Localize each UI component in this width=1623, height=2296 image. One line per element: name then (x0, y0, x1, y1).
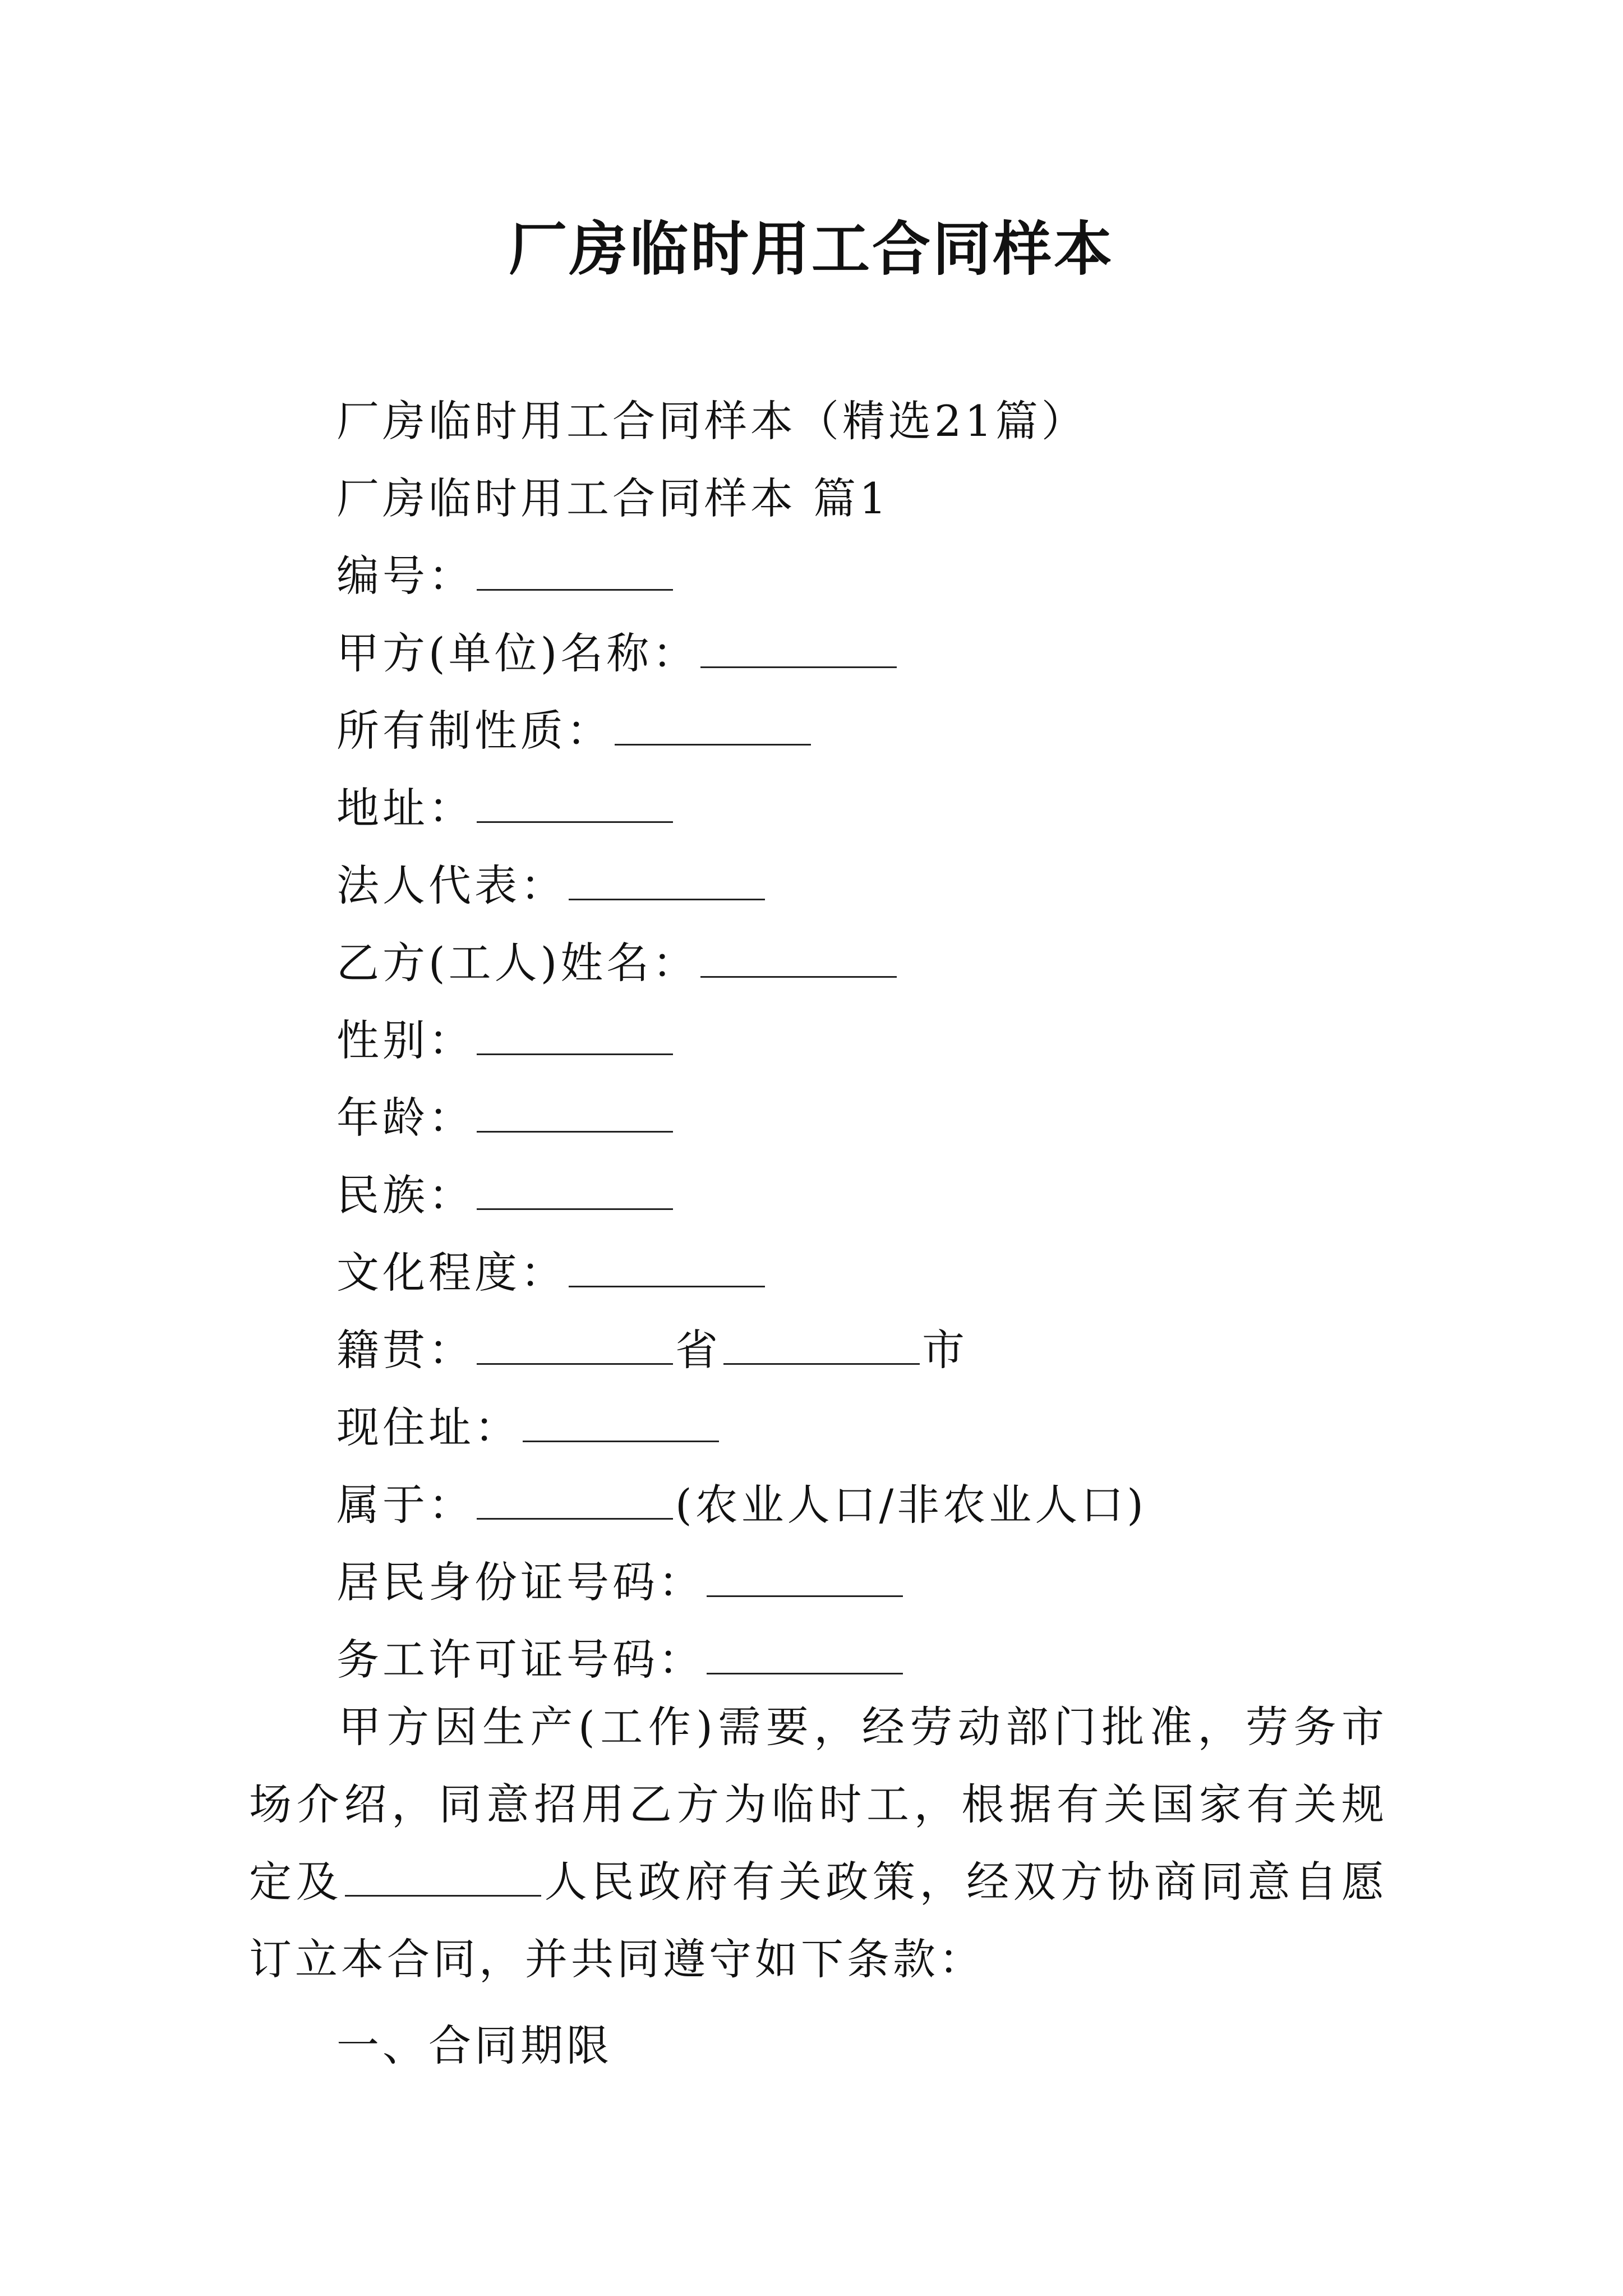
field-belongs-label: 属于： (336, 1480, 474, 1530)
field-party-a-name (336, 619, 899, 680)
field-legal-rep (336, 852, 767, 913)
field-native-place-label: 籍贯： (336, 1325, 474, 1375)
field-party-a-name-blank[interactable] (700, 633, 897, 668)
clause-1-heading: 一、合同期限 (336, 2021, 612, 2070)
document-title: 厂房临时用工合同样本 (508, 215, 1114, 283)
field-current-address-label: 现住址： (336, 1402, 520, 1452)
field-native-city-blank[interactable] (723, 1329, 920, 1365)
field-legal-rep-blank[interactable] (569, 865, 765, 900)
body-government-blank[interactable] (345, 1861, 541, 1897)
field-work-permit-blank[interactable] (707, 1639, 903, 1674)
field-native-province-blank[interactable] (477, 1329, 673, 1365)
field-address (336, 774, 675, 835)
field-party-b-name (336, 929, 899, 990)
field-belongs (336, 1471, 1147, 1532)
field-gender (336, 1006, 675, 1068)
field-party-b-name-label: 乙方(工人)姓名： (336, 938, 699, 988)
field-legal-rep-label: 法人代表： (336, 861, 566, 910)
field-education-label: 文化程度： (336, 1248, 566, 1297)
field-native-province-label: 省 (675, 1325, 721, 1375)
field-native-place (336, 1316, 968, 1377)
field-gender-blank[interactable] (477, 1020, 673, 1055)
field-current-address-blank[interactable] (523, 1407, 719, 1442)
field-ethnicity-label: 民族： (336, 1170, 474, 1220)
field-ownership-label: 所有制性质： (336, 706, 612, 756)
field-address-blank[interactable] (477, 788, 673, 823)
field-gender-label: 性别： (336, 1015, 474, 1065)
field-age-blank[interactable] (477, 1097, 673, 1133)
field-age (336, 1084, 675, 1145)
field-work-permit (336, 1626, 905, 1687)
field-party-a-name-label: 甲方(单位)名称： (336, 628, 699, 678)
field-work-permit-label: 务工许可证号码： (336, 1635, 704, 1685)
subtitle: 厂房临时用工合同样本（精选21篇） (336, 396, 1087, 446)
field-address-label: 地址： (336, 783, 474, 833)
field-age-label: 年龄： (336, 1093, 474, 1143)
field-number-blank[interactable] (477, 555, 673, 591)
body-paragraph-1-part1: 甲方因生产(工作)需要，经劳动部门批准，劳务市场介绍，同意招用乙方为临时工，根据有关国家有关规定及 (249, 1702, 1387, 1907)
field-belongs-blank[interactable] (477, 1484, 673, 1520)
field-number-label: 编号： (336, 551, 474, 601)
field-id-number-blank[interactable] (707, 1562, 903, 1597)
body-paragraph-1-part2: 人民政府有关政策，经双方协商同意自愿订立本合同，并共同遵守如下条款： (249, 1857, 1388, 1984)
field-belongs-options: (农业人口/非农业人口) (675, 1480, 1147, 1530)
field-ethnicity (336, 1161, 675, 1222)
field-id-number-label: 居民身份证号码： (336, 1557, 704, 1607)
field-id-number (336, 1548, 905, 1609)
body-paragraph-1 (249, 1688, 1387, 1998)
field-current-address (336, 1393, 721, 1455)
field-number (336, 542, 675, 603)
section-title: 厂房临时用工合同样本 篇1 (336, 473, 890, 523)
field-native-city-label: 市 (922, 1325, 968, 1375)
field-ethnicity-blank[interactable] (477, 1175, 673, 1210)
field-ownership (336, 697, 813, 758)
field-education-blank[interactable] (569, 1252, 765, 1287)
field-education (336, 1239, 767, 1300)
field-party-b-name-blank[interactable] (700, 942, 897, 978)
field-ownership-blank[interactable] (615, 710, 811, 746)
